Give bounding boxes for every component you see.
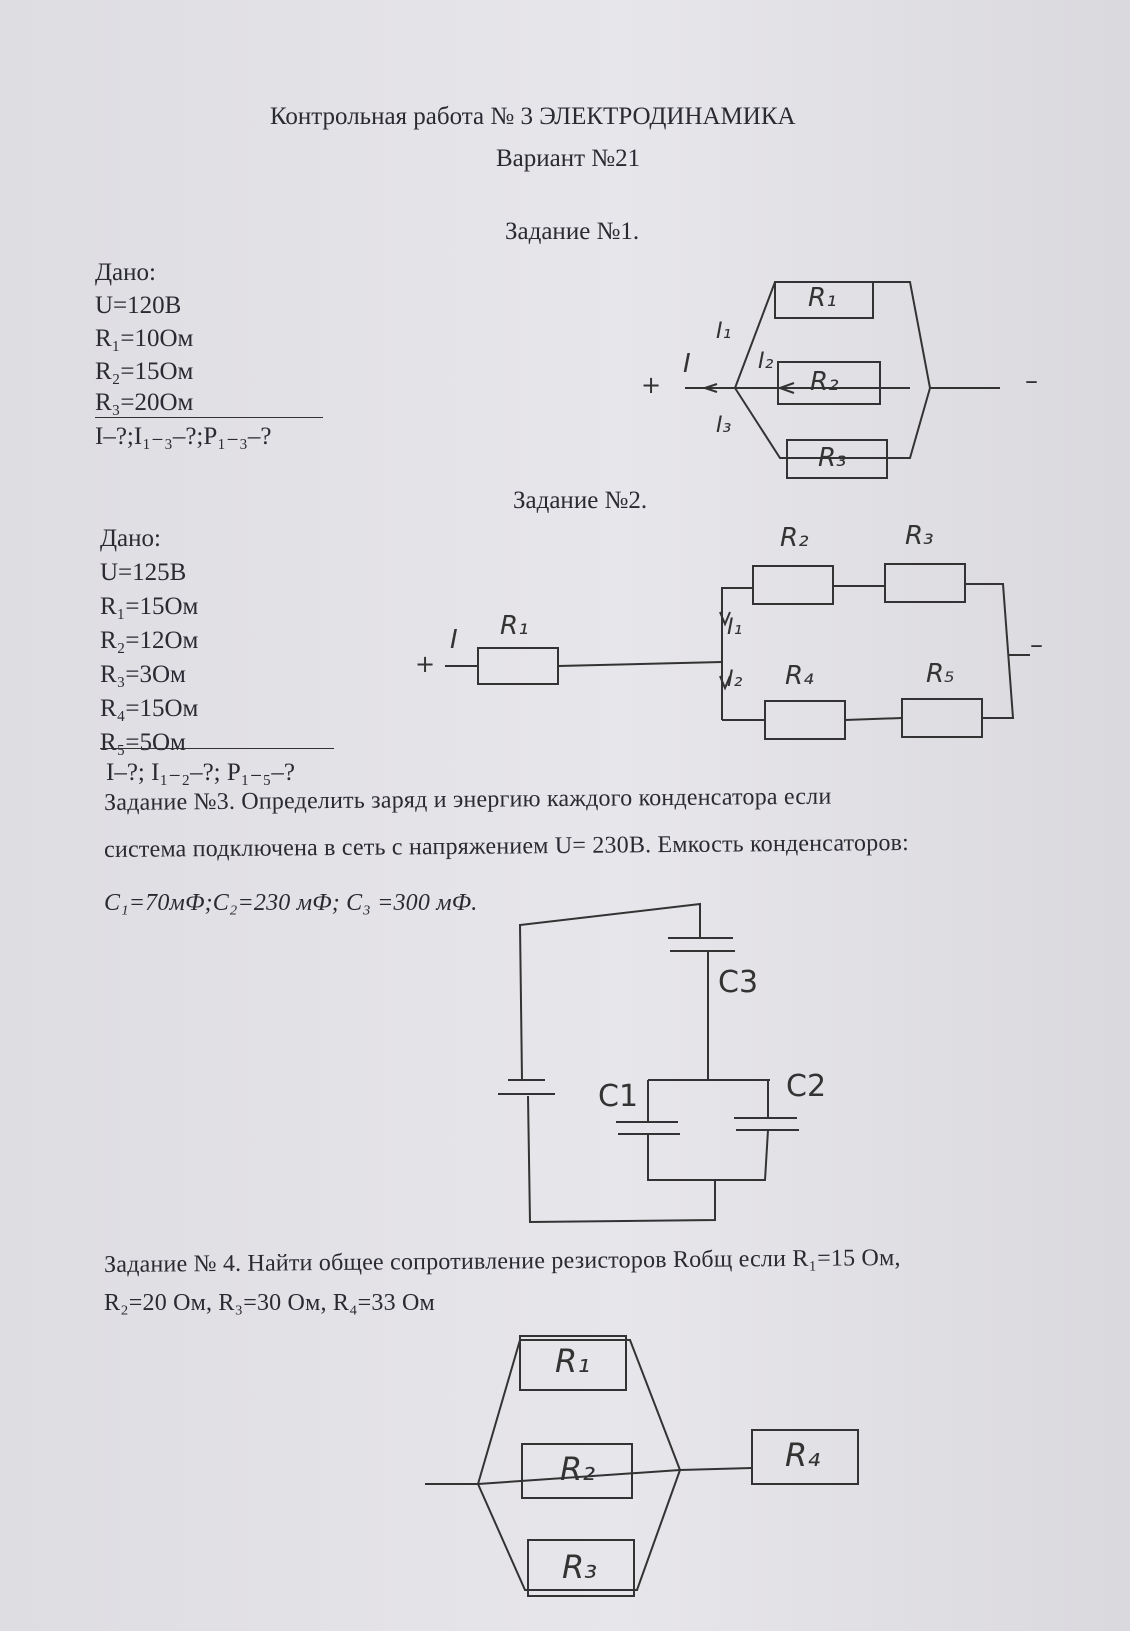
task1-label-i: I	[683, 349, 691, 379]
task4-label-r4: R₄	[785, 1436, 821, 1474]
task2-circuit	[445, 564, 1030, 739]
task1-label-i2: I₂	[758, 349, 774, 374]
task4-label-r3: R₃	[562, 1548, 598, 1586]
task2-resistor-r3	[885, 564, 965, 602]
task1-given-item: R₁=10Ом	[95, 325, 194, 352]
task4-line-1: Задание № 4. Найти общее сопротивление резисторов Rобщ если R₁=15 Ом,	[104, 1245, 901, 1278]
task1-find: I–?;I₁₋₃–?;P₁₋₃–?	[95, 423, 272, 450]
task3-label-c2: C2	[786, 1069, 827, 1104]
task3-line-2: система подключена в сеть с напряжением U= 230В. Емкость конденсаторов:	[104, 829, 910, 863]
task4-label-r1: R₁	[555, 1342, 591, 1380]
task4-label-r2: R₂	[560, 1450, 596, 1488]
task2-given-item: R₁=15Ом	[100, 593, 199, 620]
task2-title: Задание №2.	[513, 487, 648, 514]
task2-given-item: U=125В	[100, 559, 187, 586]
task2-find: I–?; I₁₋₂–?; P₁₋₅–?	[106, 759, 295, 786]
task2-label-r3: R₃	[905, 521, 934, 551]
task2-resistor-r1	[478, 648, 558, 684]
task2-label-i: I	[450, 625, 458, 655]
task3-label-c3: C3	[718, 965, 759, 1000]
variant-number: Вариант №21	[496, 145, 641, 172]
task3-label-c1: C1	[598, 1079, 639, 1114]
task1-title: Задание №1.	[505, 218, 640, 245]
task2-given-label: Дано:	[100, 525, 161, 552]
task3-line-1: Задание №3. Определить заряд и энергию каждого конденсатора если	[104, 783, 832, 816]
task2-given-item: R₅=5Ом	[100, 729, 186, 756]
task2-resistor-r5	[902, 699, 982, 737]
task2-given-item: R₄=15Ом	[100, 695, 199, 722]
task1-label-r3: R₃	[818, 443, 847, 473]
task3-circuit	[498, 904, 799, 1222]
task2-given-item: R₂=12Ом	[100, 627, 199, 654]
task1-label-i1: I₁	[716, 319, 732, 344]
task4-line-2: R₂=20 Ом, R₃=30 Ом, R₄=33 Ом	[104, 1290, 435, 1316]
task2-plus-terminal: +	[415, 650, 436, 678]
task1-label-r1: R₁	[808, 283, 837, 313]
task1-label-r2: R₂	[810, 367, 839, 397]
task1-minus-terminal: –	[1025, 366, 1038, 396]
task2-minus-terminal: –	[1030, 630, 1043, 660]
worksheet-title: Контрольная работа № 3 ЭЛЕКТРОДИНАМИКА	[270, 103, 796, 130]
task2-label-r1: R₁	[500, 611, 529, 641]
task1-plus-terminal: +	[641, 371, 662, 399]
task1-given-label: Дано:	[95, 259, 156, 286]
task2-label-r5: R₅	[926, 659, 955, 689]
task3-capacitance-values: C₁=70мФ;C₂=230 мФ; C₃ =300 мФ.	[104, 890, 478, 916]
task2-label-r2: R₂	[780, 523, 809, 553]
task2-label-i1: I₁	[727, 615, 743, 640]
task2-label-r4: R₄	[785, 661, 814, 691]
task2-label-i2: I₂	[727, 667, 743, 692]
task1-given-item: U=120В	[95, 292, 182, 319]
task1-given-item: R₂=15Ом	[95, 358, 194, 385]
task1-label-i3: I₃	[716, 413, 732, 438]
task1-given-item: R₃=20Ом	[95, 389, 194, 416]
task2-given-item: R₃=3Ом	[100, 661, 186, 688]
task2-resistor-r4	[765, 701, 845, 739]
task2-resistor-r2	[753, 566, 833, 604]
